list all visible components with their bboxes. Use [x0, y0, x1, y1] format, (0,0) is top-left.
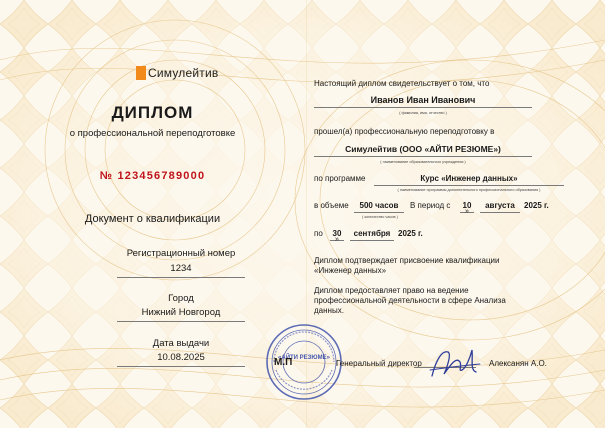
start-month: августа — [480, 201, 520, 213]
end-month: сентября — [350, 229, 394, 241]
start-year: 2025 г. — [524, 201, 549, 210]
director-signature — [426, 340, 484, 384]
volume-label: в объеме — [314, 201, 349, 210]
program-name: Курс «Инженер данных» — [374, 174, 564, 186]
end-day: 30 — [330, 229, 344, 241]
program-hint: ( наименование программы дополнительного профессионального образования ) — [397, 188, 541, 192]
rights-text: Диплом предоставляет право на ведение профессиональной деятельности в сфере Анализа данных. — [314, 286, 506, 315]
start-day: 10 — [460, 201, 474, 213]
reg-number-label: Регистрационный номер — [126, 248, 236, 259]
issue-date-label: Дата выдачи — [152, 338, 210, 349]
program-label: по программе — [314, 174, 366, 183]
qualification-confirm: Диплом подтверждает присвоение квалификации «Инженер данных» — [314, 256, 500, 275]
organization-hint: ( наименование образовательного учреждения ) — [380, 160, 466, 164]
stamp-center-text: «АЙТИ РЕЗЮМЕ» — [278, 355, 330, 361]
period-from-label: В период с — [410, 201, 451, 210]
city-label: Город — [168, 293, 194, 304]
passed-text: прошел(а) профессиональную переподготовку в — [314, 127, 495, 136]
reg-number-value: 1234 — [117, 263, 245, 278]
end-year: 2025 г. — [398, 229, 423, 238]
seal-place-label: М.П — [274, 357, 293, 368]
logo-icon — [136, 66, 146, 80]
recipient-name: Иванов Иван Иванович — [314, 95, 532, 108]
director-name: Алексанян А.О. — [489, 359, 547, 368]
hours-value: 500 часов — [354, 201, 404, 213]
end-quote: » — [335, 236, 339, 243]
diploma-number: № 123456789000 — [99, 170, 206, 182]
start-quote: » — [465, 208, 469, 215]
document-qualification: Документ о квалификации — [84, 213, 221, 225]
brand-logo — [136, 66, 218, 80]
diploma-subtitle: о профессиональной переподготовке — [69, 128, 236, 139]
issue-date-value: 10.08.2025 — [117, 352, 245, 367]
recipient-name-hint: ( фамилия, имя, отчество ) — [399, 111, 447, 115]
brand-name: Симулейтив — [148, 66, 219, 80]
to-label: по — [314, 229, 323, 238]
diploma-title: ДИПЛОМ — [111, 103, 194, 122]
organization-name: Симулейтив (ООО «АЙТИ РЕЗЮМЕ») — [314, 144, 532, 157]
director-title: Генеральный директор — [336, 359, 422, 368]
city-value: Нижний Новгород — [117, 307, 245, 322]
intro-text: Настоящий диплом свидетельствует о том, что — [314, 79, 490, 88]
hours-hint: ( количество часов ) — [362, 215, 398, 219]
